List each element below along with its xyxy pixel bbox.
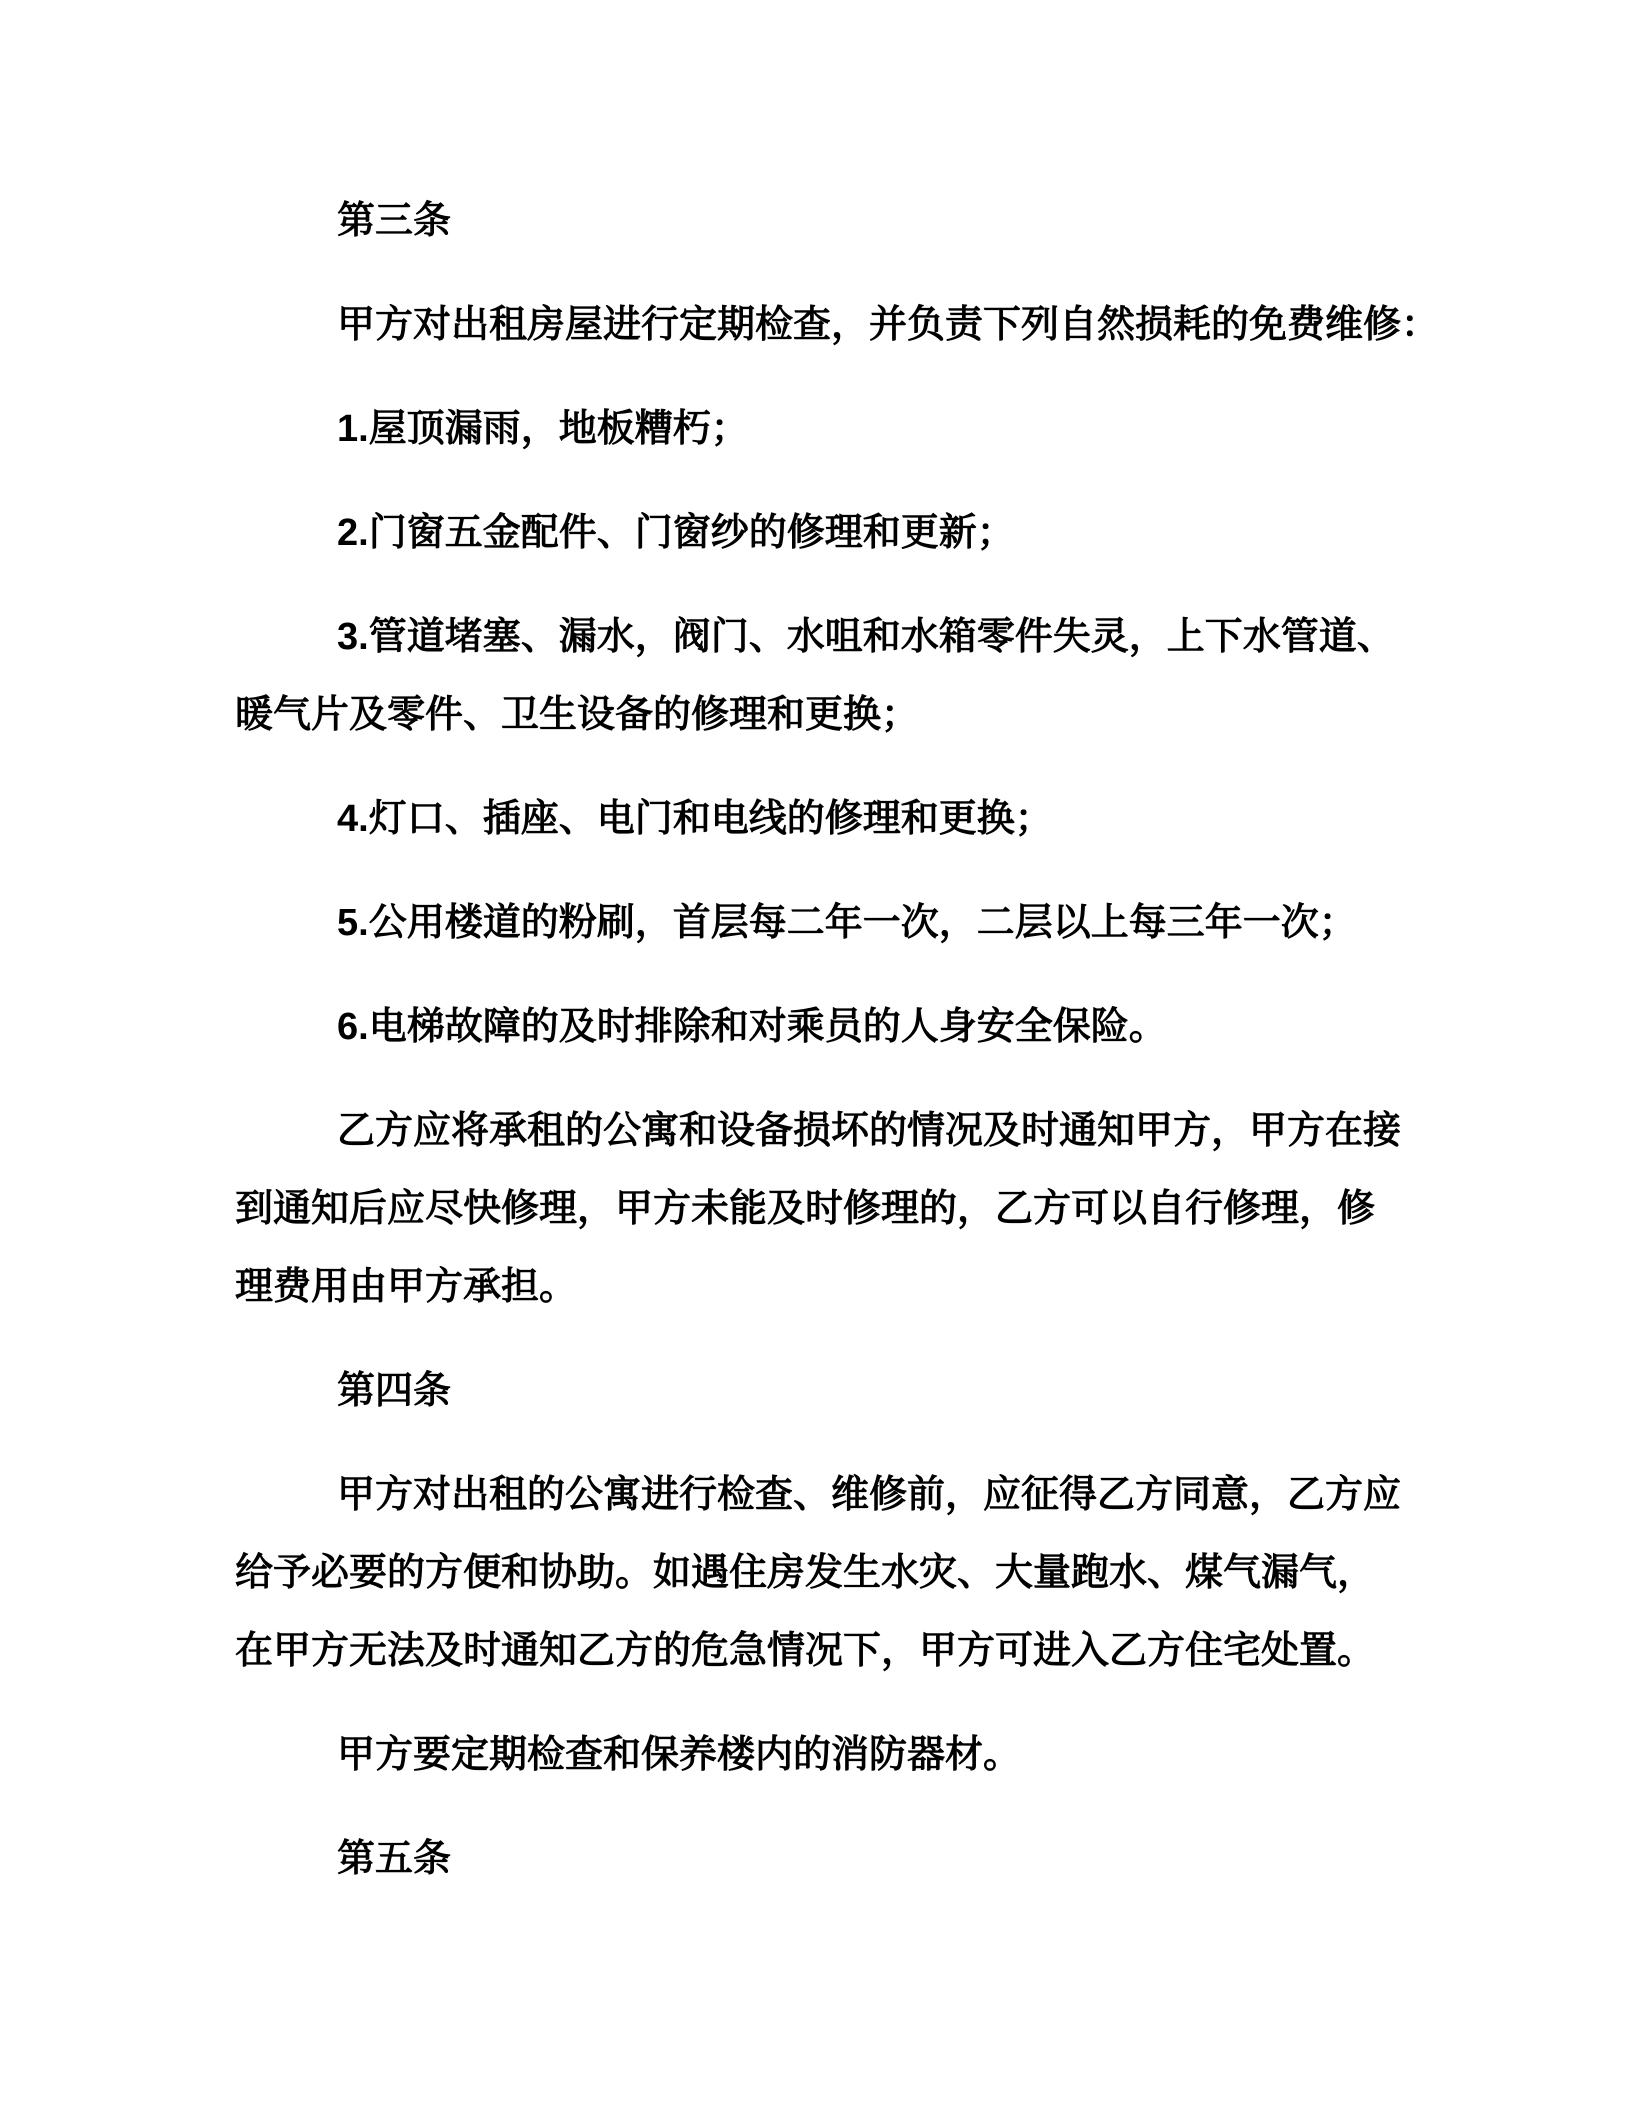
text-line-continuation: 暖气片及零件、卫生设备的修理和更换； (235, 694, 920, 736)
text-line-first: 甲方对出租房屋进行定期检查，并负责下列自然损耗的免费维修： (337, 304, 1440, 346)
paragraph-list-item (235, 884, 1405, 962)
text-line-first: 3.管道堵塞、漏水，阀门、水咀和水箱零件失灵，上下水管道、 (337, 616, 1395, 658)
paragraph-clause-heading (235, 1352, 1405, 1430)
paragraph-clause-heading (235, 182, 1405, 260)
paragraph-list-item (235, 494, 1405, 572)
text-line-continuation: 到通知后应尽快修理，甲方未能及时修理的，乙方可以自行修理，修 (235, 1188, 1376, 1230)
text-line-first: 第四条 (337, 1370, 452, 1412)
paragraph-body (235, 286, 1440, 364)
text-line-first: 甲方对出租的公寓进行检查、维修前，应征得乙方同意，乙方应 (337, 1474, 1402, 1516)
paragraph-body (235, 1456, 1405, 1690)
document-body (235, 182, 1440, 1924)
text-line-continuation: 给予必要的方便和协助。如遇住房发生水灾、大量跑水、煤气漏气， (235, 1552, 1376, 1594)
paragraph-clause-heading (235, 1820, 1405, 1898)
text-line-continuation: 在甲方无法及时通知乙方的危急情况下，甲方可进入乙方住宅处置。 (235, 1630, 1376, 1672)
text-line-first: 1.屋顶漏雨，地板糟朽； (337, 408, 749, 450)
text-line-first: 2.门窗五金配件、门窗纱的修理和更新； (337, 512, 1015, 554)
text-line-first: 6.电梯故障的及时排除和对乘员的人身安全保险。 (337, 1006, 1167, 1048)
paragraph-list-item (235, 390, 1405, 468)
text-line-first: 4.灯口、插座、电门和电线的修理和更换； (337, 798, 1053, 840)
paragraph-list-item (235, 988, 1405, 1066)
text-line-first: 乙方应将承租的公寓和设备损坏的情况及时通知甲方，甲方在接 (337, 1110, 1402, 1152)
text-line-first: 第三条 (337, 200, 452, 242)
text-line-first: 第五条 (337, 1838, 452, 1880)
text-line-continuation: 理费用由甲方承担。 (235, 1266, 578, 1308)
paragraph-body (235, 1092, 1405, 1326)
paragraph-list-item (235, 780, 1405, 858)
text-line-first: 甲方要定期检查和保养楼内的消防器材。 (337, 1734, 1022, 1776)
paragraph-list-item (235, 598, 1405, 754)
paragraph-body (235, 1716, 1405, 1794)
text-line-first: 5.公用楼道的粉刷，首层每二年一次，二层以上每三年一次； (337, 902, 1357, 944)
